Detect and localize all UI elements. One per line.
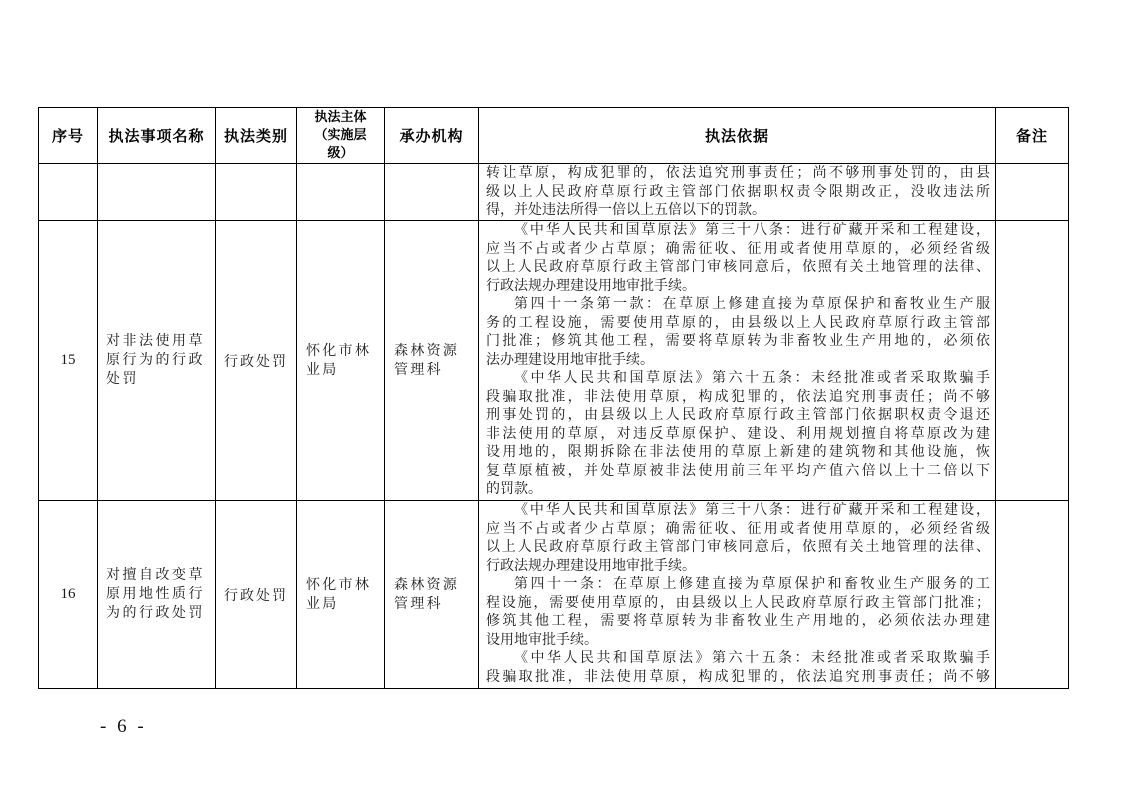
basis-cell <box>479 164 996 221</box>
basis-line: 《中华人民共和国草原法》第六十五条：未经批准或者采取欺骗手 <box>514 650 990 666</box>
basis-paragraph <box>486 369 990 499</box>
basis-line: 设用地审批手续。 <box>486 631 598 648</box>
header-subject <box>297 108 385 164</box>
office-cell: 森林资源管理科 <box>385 221 479 501</box>
basis-line: 第四十一条：在草原上修建直接为草原保护和畜牧业生产服务的工 <box>514 576 990 592</box>
basis-line: 复草原植被，并处草原被非法使用前三年平均产值六倍以上十二倍以下 <box>486 462 990 479</box>
office-cell: 森林资源管理科 <box>385 501 479 689</box>
basis-line: 段骗取批准，非法使用草原，构成犯罪的，依法追究刑事责任；尚不够 <box>486 388 990 405</box>
basis-line: 应当不占或者少占草原；确需征收、征用或者使用草原的，必须经省级 <box>486 520 990 537</box>
basis-line: 行政法规办理建设用地审批手续。 <box>486 277 696 294</box>
item-name-cell: 对非法使用草原行为的行政处罚 <box>98 221 216 501</box>
subject-cell: 怀化市林业局 <box>297 501 385 689</box>
basis-paragraph <box>486 164 990 220</box>
header-subject-label: 执法主体（实施层级） <box>314 109 367 161</box>
basis-paragraph <box>486 295 990 369</box>
seq-cell: 15 <box>39 221 98 501</box>
remark-cell <box>996 164 1069 221</box>
subject-cell <box>297 164 385 221</box>
basis-paragraph <box>486 575 990 649</box>
category-cell: 行政处罚 <box>216 501 297 689</box>
basis-line: 第四十一条第一款：在草原上修建直接为草原保护和畜牧业生产服 <box>514 296 990 312</box>
enforcement-table <box>38 107 1069 689</box>
basis-line: 级以上人民政府草原行政主管部门依据职权责令限期改正，没收违法所 <box>486 183 990 200</box>
basis-paragraph <box>486 501 990 575</box>
header-office: 承办机构 <box>385 108 479 164</box>
basis-line: 《中华人民共和国草原法》第六十五条：未经批准或者采取欺骗手 <box>514 370 990 386</box>
item-name-cell <box>98 164 216 221</box>
basis-line: 应当不占或者少占草原；确需征收、征用或者使用草原的，必须经省级 <box>486 240 990 257</box>
table-row <box>39 501 1069 689</box>
header-remark: 备注 <box>996 108 1069 164</box>
header-item-name: 执法事项名称 <box>98 108 216 164</box>
basis-line: 的罚款。 <box>486 481 542 497</box>
category-cell <box>216 164 297 221</box>
seq-cell <box>39 164 98 221</box>
basis-line: 设用地的，限期拆除在非法使用的草原上新建的建筑物和其他设施，恢 <box>486 444 990 460</box>
basis-line: 法办理建设用地审批手续。 <box>486 351 654 368</box>
remark-cell <box>996 501 1069 689</box>
subject-cell: 怀化市林业局 <box>297 221 385 501</box>
header-basis: 执法依据 <box>479 108 996 164</box>
table-row-continued <box>39 164 1069 221</box>
page-number: - 6 - <box>100 716 147 737</box>
basis-line: 《中华人民共和国草原法》第三十八条：进行矿藏开采和工程建设， <box>514 502 990 518</box>
basis-cell <box>479 501 996 689</box>
basis-line: 行政法规办理建设用地审批手续。 <box>486 557 696 574</box>
category-cell: 行政处罚 <box>216 221 297 501</box>
basis-line: 程设施，需要使用草原的，由县级以上人民政府草原行政主管部门批准； <box>486 594 990 611</box>
basis-line: 段骗取批准，非法使用草原，构成犯罪的，依法追究刑事责任；尚不够 <box>486 668 990 685</box>
header-category: 执法类别 <box>216 108 297 164</box>
table-header-row <box>39 108 1069 164</box>
basis-line: 务的工程设施，需要使用草原的，由县级以上人民政府草原行政主管部 <box>486 314 990 331</box>
office-cell <box>385 164 479 221</box>
basis-paragraph <box>486 649 990 686</box>
remark-cell <box>996 221 1069 501</box>
basis-line: 以上人民政府草原行政主管部门审核同意后，依照有关土地管理的法律、 <box>486 539 990 555</box>
basis-line: 得，并处违法所得一倍以上五倍以下的罚款。 <box>486 202 766 218</box>
header-seq: 序号 <box>39 108 98 164</box>
basis-line: 《中华人民共和国草原法》第三十八条：进行矿藏开采和工程建设， <box>514 222 990 238</box>
basis-line: 刑事处罚的，由县级以上人民政府草原行政主管部门依据职权责令退还 <box>486 407 990 423</box>
basis-paragraph <box>486 221 990 295</box>
item-name-cell: 对擅自改变草原用地性质行为的行政处罚 <box>98 501 216 689</box>
basis-line: 转让草原，构成犯罪的，依法追究刑事责任；尚不够刑事处罚的，由县 <box>486 165 990 181</box>
basis-line: 以上人民政府草原行政主管部门审核同意后，依照有关土地管理的法律、 <box>486 259 990 275</box>
basis-line: 修筑其他工程，需要将草原转为非畜牧业生产用地的，必须依法办理建 <box>486 613 990 629</box>
seq-cell: 16 <box>39 501 98 689</box>
table-row <box>39 221 1069 501</box>
basis-cell <box>479 221 996 501</box>
basis-line: 门批准；修筑其他工程，需要将草原转为非畜牧业生产用地的，必须依 <box>486 333 990 349</box>
basis-line: 非法使用的草原，对违反草原保护、建设、利用规划擅自将草原改为建 <box>486 425 990 442</box>
